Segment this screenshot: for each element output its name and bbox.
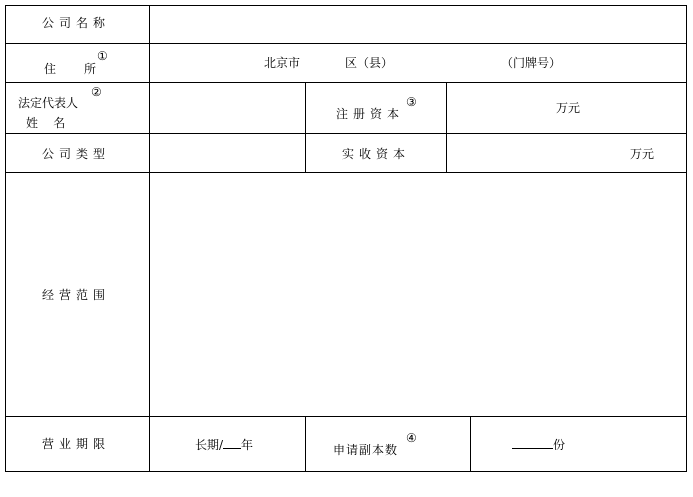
copies-value[interactable]: [512, 437, 565, 452]
note-marker-1: ①: [97, 49, 108, 63]
copies-count-blank[interactable]: [512, 437, 553, 449]
column-divider: [305, 416, 306, 472]
domicile-house-number: （门牌号）: [501, 56, 562, 70]
legal-rep-label-line2: 姓 名: [26, 116, 66, 130]
copies-unit: 份: [553, 438, 566, 452]
business-term-years-blank[interactable]: [223, 437, 241, 449]
registered-capital-label: 注册资本: [336, 107, 405, 121]
column-divider: [446, 82, 447, 173]
column-divider: [470, 416, 471, 472]
domicile-district: 区（县）: [345, 56, 394, 70]
domicile-label-right: 所: [84, 62, 97, 76]
company-name-label: 公司名称: [42, 16, 111, 30]
table-border-left: [5, 5, 6, 472]
copies-label: 申请副本数: [333, 443, 399, 457]
paid-in-capital-unit: 万元: [630, 147, 655, 161]
business-term-label: 营业期限: [42, 437, 111, 451]
registered-capital-unit: 万元: [556, 101, 581, 115]
table-border-right: [686, 5, 687, 472]
legal-rep-label-line1: 法定代表人: [18, 96, 79, 110]
label-column-divider: [149, 5, 150, 472]
row-divider: [5, 133, 687, 134]
note-marker-2: ②: [91, 85, 102, 99]
row-divider: [5, 416, 687, 417]
row-divider: [5, 43, 687, 44]
business-term-prefix: 长期/: [195, 438, 224, 452]
domicile-city: 北京市: [264, 56, 301, 70]
company-name-field[interactable]: [151, 6, 686, 43]
note-marker-4: ④: [406, 431, 417, 445]
domicile-label-left: 住: [44, 62, 57, 76]
business-term-suffix: 年: [241, 438, 254, 452]
paid-in-capital-label: 实收资本: [342, 147, 411, 161]
company-type-field[interactable]: [151, 135, 300, 172]
row-divider: [5, 82, 687, 83]
business-scope-label: 经营范围: [42, 288, 111, 302]
row-divider: [5, 172, 687, 173]
column-divider: [305, 82, 306, 173]
legal-rep-field[interactable]: [151, 84, 300, 132]
business-scope-field[interactable]: [151, 174, 686, 416]
note-marker-3: ③: [406, 95, 417, 109]
table-border-bottom: [5, 471, 687, 472]
company-type-label: 公司类型: [42, 147, 111, 161]
business-term-value[interactable]: [195, 437, 253, 452]
